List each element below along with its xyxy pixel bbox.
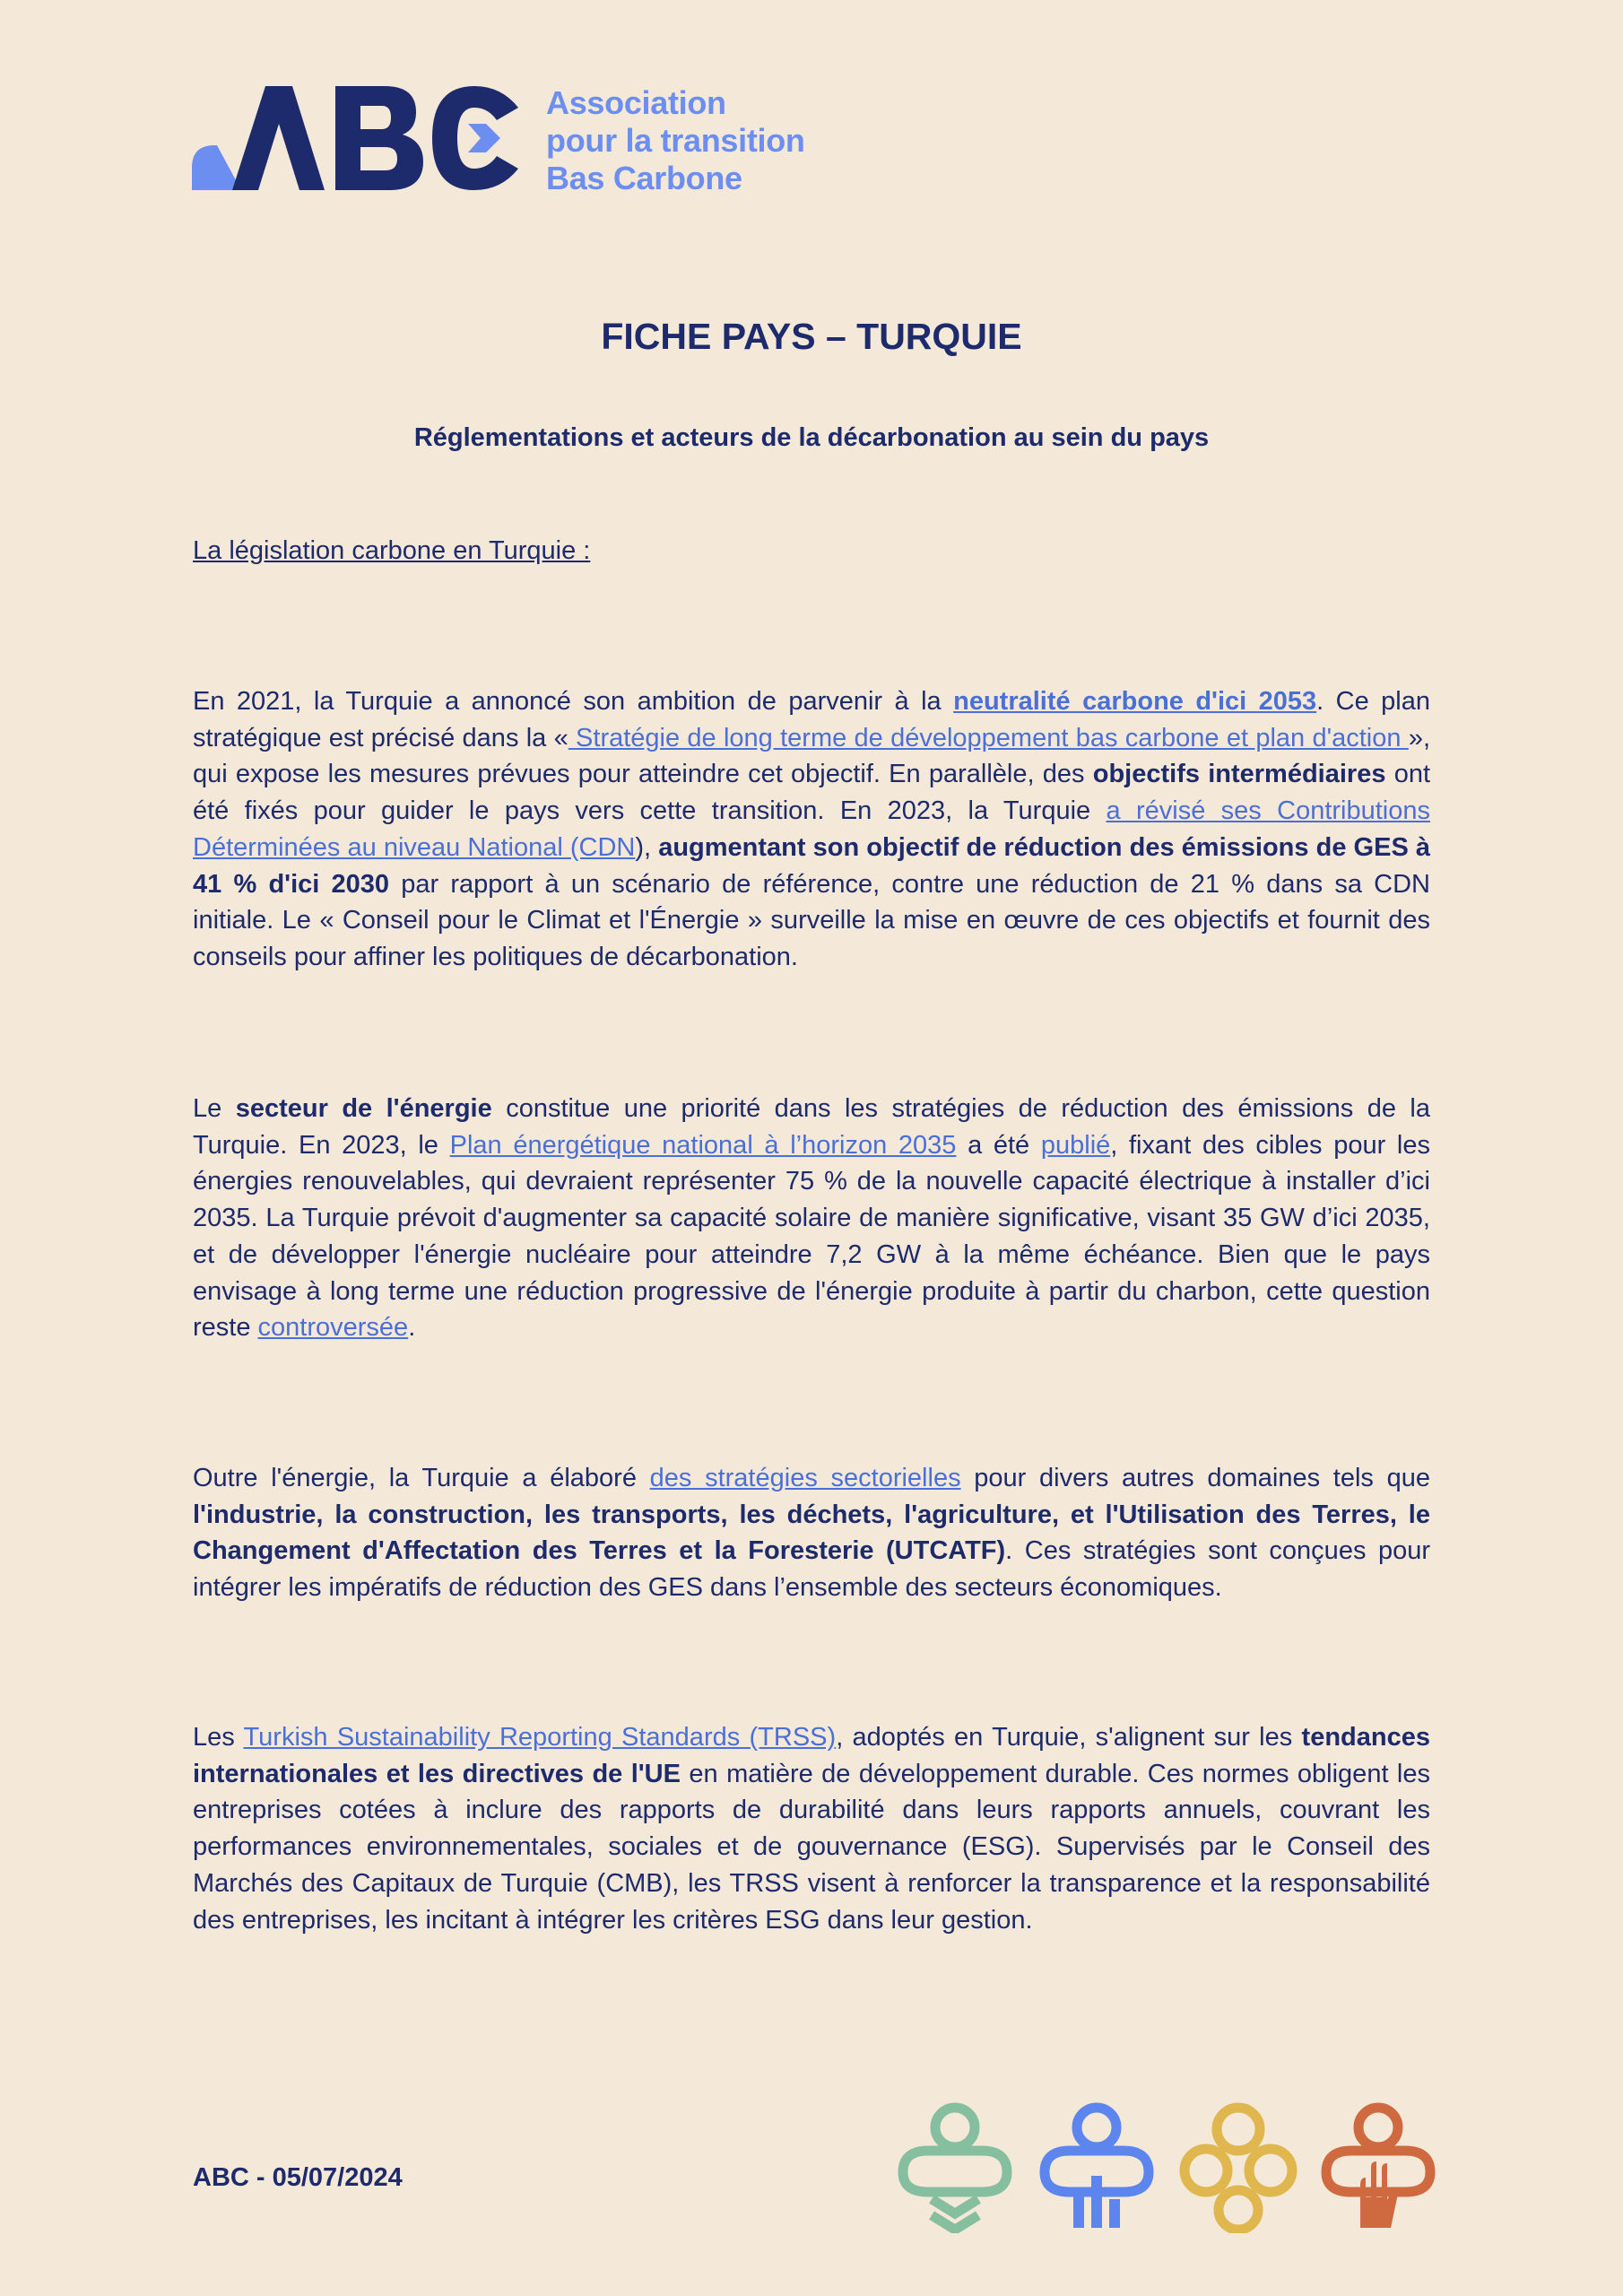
paragraph-sectors [193, 1460, 1430, 1606]
logo-wordmark [546, 84, 805, 197]
link-publie[interactable]: publié [1040, 1130, 1111, 1160]
text: constitue une priorité dans les stratégies de réduction des émissions de la Turquie. En 2023, le [193, 1094, 1430, 1160]
bold-text: tendances internationales et les directives de l'UE [193, 1723, 1430, 1788]
abc-logo [192, 83, 873, 195]
bold-text: augmentant son objectif de réduction des émissions de GES à 41 % d'ici 2030 [193, 832, 1431, 899]
abc-logo-mark [192, 83, 533, 195]
link-strategie-long-terme[interactable]: Stratégie de long terme de développement bas carbone et plan d'action [568, 723, 1409, 752]
link-strategies-sectorielles[interactable]: des stratégies sectorielles [649, 1464, 961, 1492]
text: ), [635, 832, 659, 862]
text: ont été fixés pour guider le pays vers cette transition. En 2023, la Turquie [193, 760, 1431, 826]
text: En 2021, la Turquie a annoncé son ambition de parvenir à la [193, 687, 954, 716]
link-controversee[interactable]: controversée [257, 1313, 409, 1343]
bold-text: objectifs intermédiaires [1092, 760, 1386, 789]
text: pour divers autres domaines tels que [960, 1464, 1430, 1492]
link-neutralite-carbone[interactable]: neutralité carbone d'ici 2053 [953, 687, 1317, 716]
text: », qui expose les mesures prévues pour atteindre cet objectif. En parallèle, des [193, 723, 1430, 789]
footer-date: ABC - 05/07/2024 [193, 2163, 403, 2192]
paragraph-trss [193, 1719, 1430, 1938]
paragraph-energy [193, 1091, 1430, 1346]
logo-line-2: pour la transition [546, 122, 805, 159]
text: par rapport à un scénario de référence, contre une réduction de 21 % dans sa CDN initiale. Le « Conseil pour le Climat et l'Énergie » surveille la mise en œuvre de ces objectifs et fournit des conseils pour affiner les politiques de décarbonation. [193, 869, 1430, 971]
link-cdn[interactable]: a révisé ses Contributions Déterminées au niveau National (CDN [193, 796, 1431, 862]
text: , adoptés en Turquie, s'alignent sur les [836, 1723, 1302, 1752]
text: Le [193, 1094, 236, 1123]
text: Les [193, 1723, 244, 1752]
text: en matière de développement durable. Ces normes obligent les entreprises cotées à inclure des rapports de durabilité dans leurs rapports annuels, couvrant les performances environnementales, sociales et de gouvernance (ESG). Supervisés par le Conseil des Marchés des Capitaux de Turquie (CMB), les TRSS visent à renforcer la transparence et la responsabilité des entreprises, les incitant à intégrer les critères ESG dans leur gestion. [193, 1759, 1430, 1935]
logo-line-3: Bas Carbone [546, 160, 742, 196]
link-trss[interactable]: Turkish Sustainability Reporting Standards (TRSS) [243, 1723, 837, 1752]
page-subtitle: Réglementations et acteurs de la décarbonation au sein du pays [413, 423, 1210, 452]
hand-icon [1315, 2099, 1441, 2233]
bold-text: secteur de l'énergie [235, 1094, 492, 1123]
footer-icons [892, 2099, 1439, 2242]
text: a été [956, 1130, 1041, 1160]
paragraph-neutrality [193, 683, 1430, 976]
text: , fixant des cibles pour les énergies renouvelables, qui devraient représenter 75 % de la nouvelle capacité électrique à installer d’ici 2035. La Turquie prévoit d'augmenter sa capacité solaire de manière significative, visant 35 GW d’ici 2035, et de développer l'énergie nucléaire pour atteindre 7,2 GW à la même échéance. Bien que le pays envisage à long terme une réduction progressive de l'énergie produite à partir du charbon, cette question reste [193, 1130, 1430, 1343]
text: . Ce plan stratégique est précisé dans la « [193, 687, 1430, 752]
learning-icon [892, 2099, 1018, 2233]
page-title: FICHE PAYS – TURQUIE [601, 316, 1022, 357]
bold-text: l'industrie, la construction, les transports, les déchets, l'agriculture, et l'Utilisation des Terres, le Changement d'Affectation des Terres et la Foresterie (UTCATF) [193, 1500, 1430, 1566]
network-icon [1176, 2099, 1301, 2233]
section-heading: La législation carbone en Turquie : [193, 536, 591, 565]
logo-line-1: Association [546, 84, 726, 121]
text: . Ces stratégies sont conçues pour intégrer les impératifs de réduction des GES dans l’ensemble des secteurs économiques. [193, 1536, 1431, 1603]
link-plan-energetique[interactable]: Plan énergétique national à l’horizon 2035 [449, 1130, 957, 1160]
chart-icon [1034, 2099, 1159, 2233]
text: . [408, 1313, 416, 1343]
text: Outre l'énergie, la Turquie a élaboré [193, 1464, 650, 1492]
